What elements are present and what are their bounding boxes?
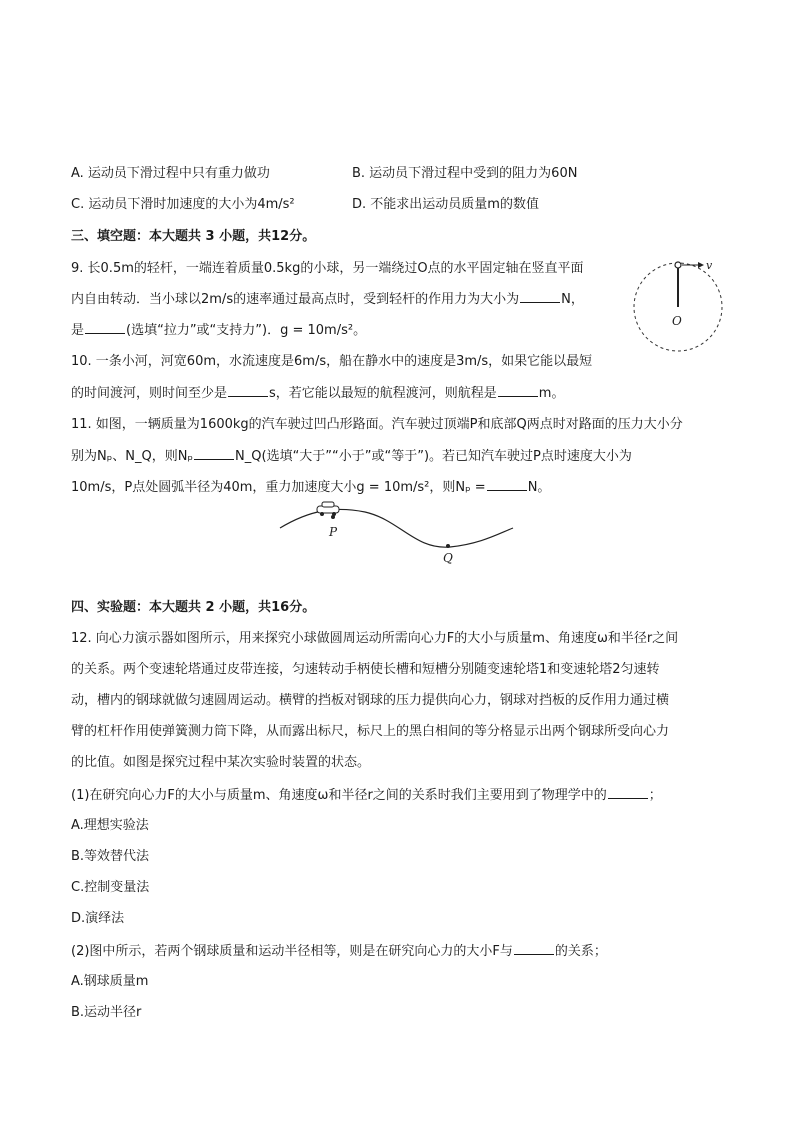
q11-point-q bbox=[446, 544, 450, 548]
q10-line2-text: 的时间渡河，则时间至少是 bbox=[71, 386, 228, 401]
q12-opt1-b: B.等效替代法 bbox=[71, 849, 150, 864]
q12-line1: 12. 向心力演示器如图所示，用来探究小球做圆周运动所需向心力F的大小与质量m、角速度ω和半径r之间 bbox=[71, 631, 679, 646]
q11-label-p: P bbox=[329, 525, 338, 539]
q12-opt1-d: D.演绎法 bbox=[71, 911, 125, 926]
q11-point-p bbox=[331, 515, 335, 519]
q11-line1: 11. 如图，一辆质量为1600kg的汽车驶过凹凸形路面。汽车驶过顶端P和底部Q两点时对路面的压力大小分 bbox=[71, 417, 683, 432]
q12-line5: 的比值。如图是探究过程中某次实验时装置的状态。 bbox=[71, 755, 371, 770]
q9-line2-text: 内自由转动．当小球以2m/s的速率通过最高点时，受到轻杆的作用力为大小为 bbox=[71, 292, 520, 307]
q10-blank-distance[interactable] bbox=[498, 384, 538, 397]
q11-label-q: Q bbox=[443, 551, 453, 565]
q12-sub1-end: ； bbox=[648, 788, 662, 803]
q12-sub2-blank[interactable] bbox=[514, 942, 554, 955]
q12-line4: 臂的杠杆作用使弹簧测力筒下降，从而露出标尺，标尺上的黑白相间的等分格显示出两个钢球所受向心力 bbox=[71, 724, 670, 739]
q12-sub1-blank[interactable] bbox=[608, 786, 648, 799]
q10-line2-end: m。 bbox=[538, 386, 565, 401]
q9-line3-rest: (选填“拉力”或“支持力”)．g = 10m/s²。 bbox=[126, 323, 367, 338]
q12-line2: 的关系。两个变速轮塔通过皮带连接，匀速转动手柄使长槽和短槽分别随变速轮塔1和变速轮塔2匀速转 bbox=[71, 662, 660, 677]
q10-line2-mid: s，若它能以最短的航程渡河，则航程是 bbox=[269, 386, 497, 401]
q12-sub1 bbox=[71, 786, 662, 805]
q8-option-c: C. 运动员下滑时加速度的大小为4m/s² bbox=[71, 197, 295, 212]
q9-blank-force[interactable] bbox=[520, 290, 560, 303]
q9-blank-type[interactable] bbox=[85, 321, 125, 334]
q9-line3-text: 是 bbox=[71, 323, 85, 338]
q9-ball bbox=[675, 262, 681, 268]
q11-road-figure bbox=[270, 498, 520, 568]
q9-label-o: O bbox=[672, 314, 682, 328]
q10-blank-time[interactable] bbox=[228, 384, 268, 397]
q11-line3-unit: N。 bbox=[527, 480, 551, 495]
q9-line1: 9. 长0.5m的轻杆，一端连着质量0.5kg的小球，另一端绕过O点的水平固定轴在竖直平面 bbox=[71, 261, 584, 276]
q9-label-v: v bbox=[706, 259, 713, 272]
q12-sub2-end: 的关系； bbox=[554, 944, 607, 959]
section4-title: 四、实验题：本大题共 2 小题，共16分。 bbox=[71, 600, 316, 615]
q12-line3: 动，槽内的钢球就做匀速圆周运动。横臂的挡板对钢球的压力提供向心力，钢球对挡板的反作用力通过横 bbox=[71, 693, 670, 708]
q12-opt2-a: A.钢球质量m bbox=[71, 974, 149, 989]
q12-opt2-b: B.运动半径r bbox=[71, 1005, 142, 1020]
q12-sub2 bbox=[71, 942, 607, 961]
q8-option-d: D. 不能求出运动员质量m的数值 bbox=[352, 197, 539, 212]
q9-line3 bbox=[71, 321, 366, 340]
q12-sub1-text: (1)在研究向心力F的大小与质量m、角速度ω和半径r之间的关系时我们主要用到了物理学中的 bbox=[71, 788, 607, 803]
q11-line2 bbox=[71, 447, 632, 466]
q9-line2-unit: N， bbox=[561, 292, 584, 307]
q11-line2-text: 别为Nₚ、N_Q，则Nₚ bbox=[71, 449, 194, 464]
q9-circle-figure bbox=[630, 255, 730, 355]
q9-line2 bbox=[71, 290, 584, 309]
q11-line3-text: 10m/s，P点处圆弧半径为40m，重力加速度大小g = 10m/s²，则Nₚ = bbox=[71, 480, 486, 495]
q8-option-a: A. 运动员下滑过程中只有重力做功 bbox=[71, 166, 270, 181]
q10-line1: 10. 一条小河，河宽60m，水流速度是6m/s，船在静水中的速度是3m/s，如果它能以最短 bbox=[71, 354, 593, 369]
q12-opt1-c: C.控制变量法 bbox=[71, 880, 150, 895]
q11-line2-rest: N_Q(选填“大于”“小于”或“等于”)。若已知汽车驶过P点时速度大小为 bbox=[235, 449, 632, 464]
section3-title: 三、填空题：本大题共 3 小题，共12分。 bbox=[71, 229, 316, 244]
q12-opt1-a: A.理想实验法 bbox=[71, 818, 149, 833]
q11-line3 bbox=[71, 478, 550, 497]
q12-sub2-text: (2)图中所示，若两个钢球质量和运动半径相等，则是在研究向心力的大小F与 bbox=[71, 944, 513, 959]
q11-road-curve bbox=[280, 509, 513, 547]
car-icon bbox=[317, 502, 339, 516]
q11-blank-np[interactable] bbox=[487, 478, 527, 491]
q9-arrow-head bbox=[698, 262, 704, 268]
q11-blank-compare[interactable] bbox=[194, 447, 234, 460]
q8-option-b: B. 运动员下滑过程中受到的阻力为60N bbox=[352, 166, 578, 181]
q10-line2 bbox=[71, 384, 564, 403]
